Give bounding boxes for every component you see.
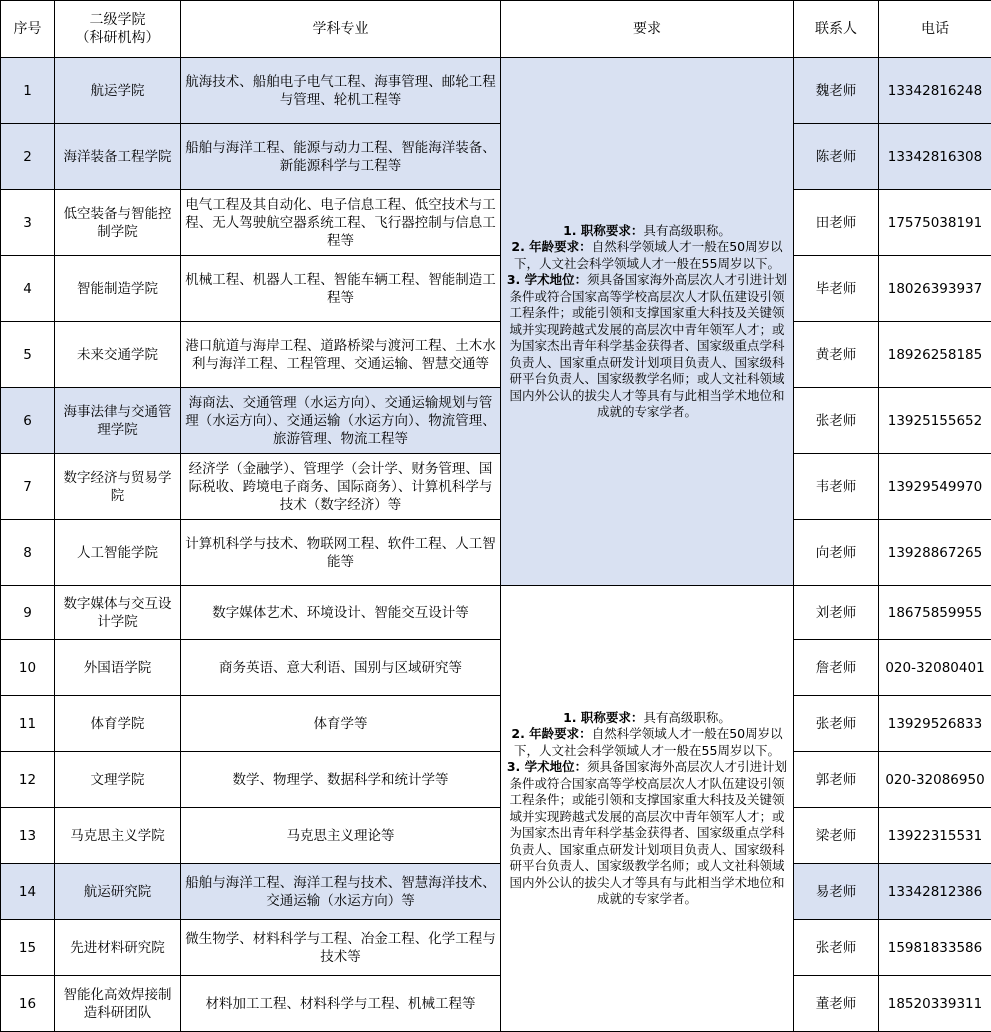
requirement-status-text: 须具备国家海外高层次人才引进计划条件或符合国家高等学校高层次人才队伍建设引领工程条件；或能引领和支撑国家重大科技及关键领域并实现跨越式发展的高层次中青年领军人才；或为国家杰出青年科学基金获得者、国家级重点学科负责人、国家重点研发计划项目负责人、国家级科研平台负责人、国家级教学名师；或人文社科领域国内外公认的拔尖人才等具有与此相当学术地位和成就的专家学者。 [509,759,787,906]
row-majors: 机械工程、机器人工程、智能车辆工程、智能制造工程等 [181,256,501,322]
row-no: 12 [1,752,55,808]
row-phone: 13342816308 [879,124,991,190]
table-row [1,190,991,256]
row-college: 数字媒体与交互设计学院 [55,586,181,640]
row-no: 13 [1,808,55,864]
row-phone: 18520339311 [879,976,991,1032]
requirement-age [505,726,789,759]
header-phone: 电话 [879,1,991,58]
row-contact: 田老师 [794,190,879,256]
row-college: 人工智能学院 [55,520,181,586]
row-college: 海事法律与交通管理学院 [55,388,181,454]
row-phone: 020-32086950 [879,752,991,808]
row-college: 马克思主义学院 [55,808,181,864]
table-row [1,58,991,124]
header-row [1,1,991,58]
requirement-title-label: 1. 职称要求： [563,710,643,725]
row-majors: 材料加工工程、材料科学与工程、机械工程等 [181,976,501,1032]
row-phone: 13929526833 [879,696,991,752]
requirement-age-text: 自然科学领域人才一般在50周岁以下，人文社会科学领域人才一般在55周岁以下。 [514,239,783,271]
row-phone: 18926258185 [879,322,991,388]
table-row [1,454,991,520]
row-college: 低空装备与智能控制学院 [55,190,181,256]
row-no: 5 [1,322,55,388]
requirement-status-label: 3. 学术地位： [507,759,587,774]
row-no: 15 [1,920,55,976]
table-row [1,586,991,640]
requirement-age-label: 2. 年龄要求： [511,726,591,741]
requirement-status-label: 3. 学术地位： [507,272,587,287]
row-contact: 董老师 [794,976,879,1032]
row-majors: 数学、物理学、数据科学和统计学等 [181,752,501,808]
row-contact: 郭老师 [794,752,879,808]
row-college: 航运学院 [55,58,181,124]
row-majors: 商务英语、意大利语、国别与区域研究等 [181,640,501,696]
row-contact: 梁老师 [794,808,879,864]
row-college: 外国语学院 [55,640,181,696]
row-contact: 张老师 [794,696,879,752]
row-no: 1 [1,58,55,124]
table-row [1,520,991,586]
row-phone: 15981833586 [879,920,991,976]
row-majors: 数字媒体艺术、环境设计、智能交互设计等 [181,586,501,640]
requirement-status-text: 须具备国家海外高层次人才引进计划条件或符合国家高等学校高层次人才队伍建设引领工程条件；或能引领和支撑国家重大科技及关键领域并实现跨越式发展的高层次中青年领军人才；或为国家杰出青年科学基金获得者、国家级重点学科负责人、国家重点研发计划项目负责人、国家级科研平台负责人、国家级教学名师；或人文社科领域国内外公认的拔尖人才等具有与此相当学术地位和成就的专家学者。 [509,272,787,419]
header-contact: 联系人 [794,1,879,58]
row-no: 2 [1,124,55,190]
row-no: 7 [1,454,55,520]
row-contact: 刘老师 [794,586,879,640]
row-no: 8 [1,520,55,586]
table-row [1,864,991,920]
row-majors: 计算机科学与技术、物联网工程、软件工程、人工智能等 [181,520,501,586]
requirement-title [505,223,789,240]
row-phone: 020-32080401 [879,640,991,696]
row-contact: 韦老师 [794,454,879,520]
row-no: 4 [1,256,55,322]
header-college [55,1,181,58]
row-phone: 13342816248 [879,58,991,124]
requirement-age-text: 自然科学领域人才一般在50周岁以下，人文社会科学领域人才一般在55周岁以下。 [514,726,783,758]
table-row [1,256,991,322]
row-college: 先进材料研究院 [55,920,181,976]
table-row [1,322,991,388]
row-phone: 13922315531 [879,808,991,864]
row-college: 航运研究院 [55,864,181,920]
requirement-age [505,239,789,272]
row-majors: 航海技术、船舶电子电气工程、海事管理、邮轮工程与管理、轮机工程等 [181,58,501,124]
header-majors: 学科专业 [181,1,501,58]
row-majors: 港口航道与海岸工程、道路桥梁与渡河工程、土木水利与海洋工程、工程管理、交通运输、智慧交通等 [181,322,501,388]
row-majors: 马克思主义理论等 [181,808,501,864]
requirement-title-label: 1. 职称要求： [563,223,643,238]
table-row [1,976,991,1032]
row-no: 3 [1,190,55,256]
row-phone: 18675859955 [879,586,991,640]
requirements-cell-group2 [501,586,794,1032]
row-majors: 船舶与海洋工程、能源与动力工程、智能海洋装备、新能源科学与工程等 [181,124,501,190]
row-majors: 海商法、交通管理（水运方向）、交通运输规划与管理（水运方向）、交通运输（水运方向）、物流管理、旅游管理、物流工程等 [181,388,501,454]
row-college: 未来交通学院 [55,322,181,388]
requirements-cell-group1 [501,58,794,586]
row-no: 11 [1,696,55,752]
requirement-title [505,710,789,727]
row-contact: 易老师 [794,864,879,920]
row-contact: 魏老师 [794,58,879,124]
table-row [1,388,991,454]
table-row [1,808,991,864]
row-no: 16 [1,976,55,1032]
row-majors: 体育学等 [181,696,501,752]
row-majors: 经济学（金融学）、管理学（会计学、财务管理、国际税收、跨境电子商务、国际商务）、计算机科学与技术（数字经济）等 [181,454,501,520]
row-majors: 微生物学、材料科学与工程、冶金工程、化学工程与技术等 [181,920,501,976]
row-college: 智能化高效焊接制造科研团队 [55,976,181,1032]
requirement-title-text: 具有高级职称。 [643,710,731,725]
requirement-title-text: 具有高级职称。 [643,223,731,238]
requirement-status [505,272,789,421]
row-contact: 陈老师 [794,124,879,190]
table-row [1,124,991,190]
table-row [1,752,991,808]
row-contact: 詹老师 [794,640,879,696]
row-no: 6 [1,388,55,454]
row-majors: 船舶与海洋工程、海洋工程与技术、智慧海洋技术、交通运输（水运方向）等 [181,864,501,920]
row-phone: 17575038191 [879,190,991,256]
row-contact: 向老师 [794,520,879,586]
table-row [1,696,991,752]
row-phone: 13928867265 [879,520,991,586]
table-row [1,640,991,696]
row-contact: 张老师 [794,388,879,454]
row-phone: 13342812386 [879,864,991,920]
row-college: 文理学院 [55,752,181,808]
row-contact: 张老师 [794,920,879,976]
row-phone: 13925155652 [879,388,991,454]
row-college: 智能制造学院 [55,256,181,322]
row-college: 数字经济与贸易学院 [55,454,181,520]
row-no: 9 [1,586,55,640]
row-no: 10 [1,640,55,696]
row-phone: 18026393937 [879,256,991,322]
header-college-line2: （科研机构） [57,29,178,47]
table-row [1,920,991,976]
row-college: 海洋装备工程学院 [55,124,181,190]
requirement-age-label: 2. 年龄要求： [511,239,591,254]
header-no: 序号 [1,1,55,58]
row-contact: 黄老师 [794,322,879,388]
row-majors: 电气工程及其自动化、电子信息工程、低空技术与工程、无人驾驶航空器系统工程、飞行器控制与信息工程等 [181,190,501,256]
row-college: 体育学院 [55,696,181,752]
header-college-line1: 二级学院 [57,11,178,29]
row-no: 14 [1,864,55,920]
requirement-status [505,759,789,908]
row-contact: 毕老师 [794,256,879,322]
header-requirements: 要求 [501,1,794,58]
row-phone: 13929549970 [879,454,991,520]
